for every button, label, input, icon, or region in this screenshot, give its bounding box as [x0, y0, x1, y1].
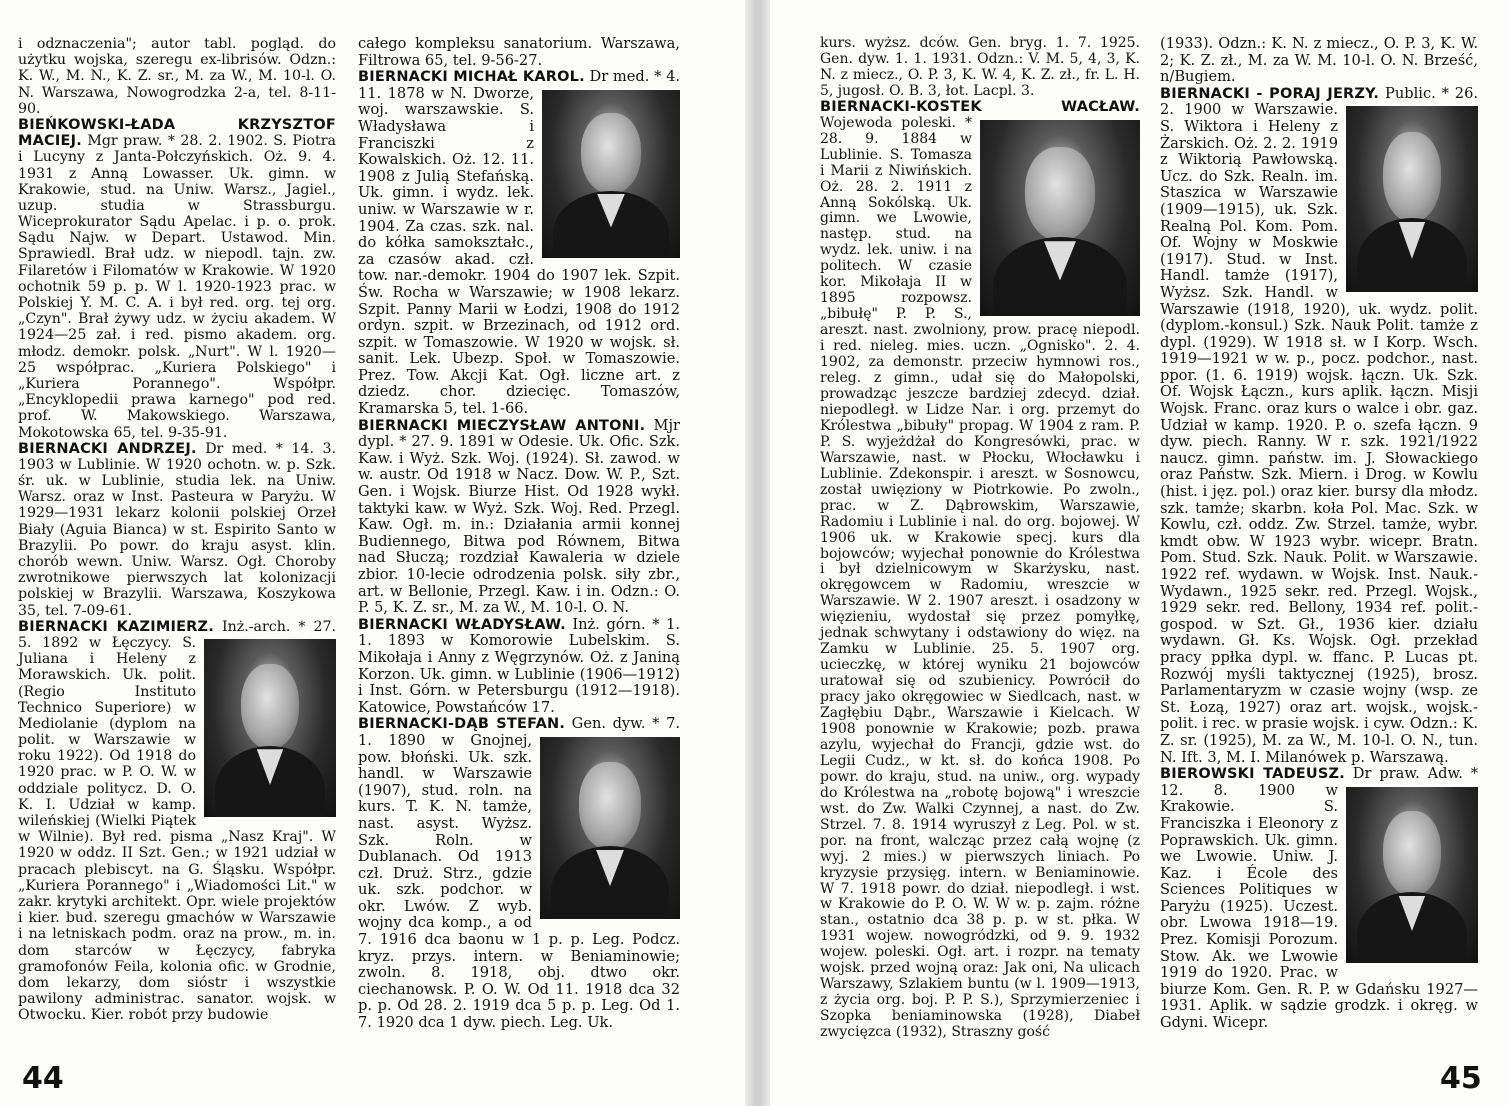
- entry-text: Dr med. * 14. 3. 1903 w Lublinie. W 1920 ochotn. w. p. Szk. śr. uk. w Lublinie, studia lek. na Uniw. Warsz. oraz w Inst. Pasteura w Paryżu. W 1929—1931 lekarz kolonii polskiej Orzeł Biały (Aguia Bianca) w st. Espirito Santo w Brazylii. Po powr. do kraju asyst. klin. chorób wewn. Uniw. Warsz. Ogł. Choroby zwrotnikowe pierwszych lat kolonizacji polskiej w Brazylii. Warszawa, Koszykowa 35, tel. 7-09-61.: [18, 440, 336, 619]
- entry-biernacki-wladyslaw: [358, 617, 680, 717]
- portrait-photo: [542, 90, 680, 258]
- left-page-column-2: [358, 36, 680, 1032]
- entry-heading: BIEŃKOWSKI-ŁADA KRZYSZTOF MACIEJ.: [18, 116, 336, 150]
- entry-text: Dr praw. Adw. * 12. 8. 1900 w Krakowie. S. Franciszka i Eleonory z Poprawskich. Uk. gimn. we Lwowie. Uniw. J. Kaz. i École des Sciences Politiques w Paryżu (1925). Uczest. obr. Lwowa 1918—19. Prez. Komisji Porozum. Stow. Ak. we Lwowie 1919 do 1920. Prac. w biurze Kom. Gen. R. P. w Gdańsku 1927—1931. Aplik. w sądzie grodzk. i okręg. w Gdyni. Wicepr.: [1160, 765, 1479, 1032]
- entry-biernacki-poraj: [1160, 86, 1478, 766]
- right-page-column-2: [1160, 36, 1478, 1032]
- portrait-photo: [980, 120, 1140, 316]
- entry-text: Wojewoda poleski. * 28. 9. 1884 w Lublinie. S. Tomasza i Marii z Niwińskich. Oż. 28. 2. 1911 z Anną Sokólską. Uk. gimn. we Lwowie, następ. stud. na wydz. lek. uniw. i na politech. W czasie kor. Mikołaja II w 1895 rozpowsz. „bibułę" P. P. S., areszt. nast. zwolniony, prow. pracę niepodl. i red. nieleg. mies. uczn. „Ognisko". 2. 4. 1902, za demonstr. przeciw hymnowi ros., releg. z gimn., udał się do Małopolski, prowadząc jeszcze bardziej zdecyd. dział. niepodległ. w Lidze Nar. i org. przemyt do Królestwa „bibuły" propag. W 1904 z ram. P. P. S. wyjeżdżał do Kongresówki, prac. w Warszawie, nast. w Płocku, Włocławku i Lublinie. Zdekonspir. i areszt. w Sosnowcu, został uwięziony w Piotrkowie. Po zwoln., prac. w Z. Dąbrowskim, Warszawie, Radomiu i Lublinie i nal. do org. bojowej. W 1906 uk. w Krakowie specj. kurs dla bojowców; wyjechał ponownie do Królestwa i był dzielnicowym w Skarżysku, nast. okręgowcem w Radomiu, wreszcie w Warszawie. W 2. 1907 areszt. i osadzony w więzieniu, wydostał się przez pomyłkę, jednak schwytany i odstawiony do więz. na Zamku w Lublinie. 25. 5. 1907 org. ucieczkę, w której wyniku 21 bojowców uratował się od szubienicy. Powrócił do pracy jako okręgowiec w Siedlcach, nast. w Zagłębiu Dąbr., Warszawie i Kielcach. W 1908 ponownie w Krakowie; pozb. prawa azylu, wyjechał do Francji, gdzie wst. do Legii Cudz., w kt. sł. do końca 1908. Po powr. do kraju, stud. na uniw., org. wypady do Królestwa na „robotę bojową" i wreszcie wst. do Zw. Walki Czynnej, a nast. do Zw. Strzel. 7. 8. 1914 wyruszył z Leg. Pol. w st. por. na front, walcząc przez całą wojnę (z wyj. 2 mies.) w pierwszych liniach. Po kryzysie przysięg. intern. w Beniaminowie. W 7. 1918 powr. do dział. niepodległ. i wst. w Krakowie do P. O. W. W w. p. zajm. różne stan., ostatnio dca 38 p. p. w st. płka. W 1931 wojew. nowogródzki, od 9. 9. 1932 wojew. poleski. Ogł. art. i rozpr. na tematy wojsk. przed wojną oraz: Jak oni, Na ulicach Warszawy, Szlakiem buntu (w l. 1909—1913, z życia org. boj. P. P. S.), Sprzymierzeniec i Szopka beniaminowska (1928), Diabeł zwycięzca (1932), Straszny gość: [820, 114, 1140, 1041]
- page-number: 44: [22, 1061, 64, 1096]
- entry-heading: BIERNACKI MIECZYSŁAW ANTONI.: [358, 417, 646, 434]
- entry-heading: BIERNACKI WŁADYSŁAW.: [358, 616, 566, 633]
- entry-heading: BIERNACKI-DĄB STEFAN.: [358, 716, 566, 733]
- entry-heading: BIERNACKI-KOSTEK WACŁAW.: [820, 98, 1140, 115]
- entry-bienkowski-lada: [18, 117, 336, 441]
- page-number: 45: [1440, 1061, 1482, 1096]
- entry-heading: BIERNACKI MICHAŁ KAROL.: [358, 69, 585, 86]
- right-page: [770, 0, 1510, 1106]
- entry-continuation: całego kompleksu sanatorium. Warszawa, Filtrowa 65, tel. 9-56-27.: [358, 35, 680, 69]
- right-page-column-1: [820, 36, 1140, 1041]
- entry-text: Dr med. * 4. 11. 1878 w N. Dworze, woj. warszawskie. S. Władysława i Franciszki z Kowalskich. Oż. 12. 11. 1908 z Julią Stefańską. Uk. gimn. i wydz. lek. uniw. w Warszawie w r. 1904. Za czas. szk. nal. do kółka samokształc., za czasów akad. czł. tow. nar.-demokr. 1904 do 1907 lek. Szpit. Św. Rocha w Warszawie; w 1908 lekarz. Szpit. Panny Marii w Łodzi, 1908 do 1912 ordyn. szpit. w Brzezinach, od 1912 ord. szpit. w Tomaszowie. W 1920 w wojsk. sł. sanit. Lek. Ubezp. Społ. w Tomaszowie. Prez. Tow. Akcji Kat. Ogł. liczne art. z dziedz. chor. dziecięc. Tomaszów, Kramarska 5, tel. 1-66.: [358, 68, 680, 418]
- entry-heading: BIEROWSKI TADEUSZ.: [1160, 766, 1345, 783]
- entry-biernacki-kazimierz: [18, 619, 336, 1024]
- left-page-column-1: [18, 36, 336, 1023]
- entry-biernacki-andrzej: [18, 441, 336, 619]
- entry-text: Inż. górn. * 1. 1. 1893 w Komorowie Lubelskim. S. Mikołaja i Anny z Węgrzynów. Oż. z Janiną Korzon. Uk. gimn. w Lublinie (1906—1912) i Inst. Górn. w Petersburgu (1912—1918). Katowice, Powstańców 17.: [358, 615, 680, 716]
- entry-text: Mjr dypl. * 27. 9. 1891 w Odesie. Uk. Ofic. Szk. Kaw. i Wyż. Szk. Woj. (1924). Sł. zawod. w w. austr. Od 1918 w Nacz. Dow. W. P., Szt. Gen. i Wojsk. Biurze Hist. Od 1928 wykł. taktyki kaw. w Wyż. Szk. Woj. Red. Przegl. Kaw. Ogł. m. in.: Działania armii konnej Budiennego, Bitwa pod Równem, Bitwa nad Słuczą; rozdział Kawaleria w dziele zbior. 10-lecie odrodzenia polsk. siły zbr., art. w Bellonie, Przegl. Kaw. i in. Odzn.: O. P. 5, K. Z. sr., M. za W., M. 10-l. O. N.: [358, 416, 680, 617]
- book-gutter: [745, 0, 770, 1106]
- entry-heading: BIERNACKI KAZIMIERZ.: [18, 618, 214, 635]
- portrait-photo: [204, 639, 336, 817]
- entry-text: Inż.-arch. * 27. 5. 1892 w Łęczycy. S. Juliana i Heleny z Morawskich. Uk. polit. (Regio Instituto Technico Superiore) w Mediolanie (dyplom na polit. w Warszawie w roku 1922). Od 1918 do 1920 prac. w P. O. W. w oddziale politycz. D. O. K. I. Udział w kamp. wileńskiej (Wielki Piątek w Wilnie). Był red. pisma „Nasz Kraj". W 1920 w oddz. II Szt. Gen.; w 1921 udział w pracach plebiscyt. na G. Śląsku. Współpr. „Kuriera Porannego" i „Wiadomości Lit." w zakr. krytyki architekt. Opr. wiele projektów i kier. bud. szeregu gmachów w Warszawie i na letniskach podm. oraz na prow., m. in. dom starców w Łęczycy, fabryka gramofonów Feila, kolonia ofic. w Grodnie, dom lekarzy, dom sióstr i wszystkie pawilony administrac. sanator. wojsk. w Otwocku. Kier. robót przy budowie: [18, 618, 337, 1024]
- entry-text: Public. * 26. 2. 1900 w Warszawie. S. Wiktora i Heleny z Żarskich. Oż. 2. 2. 1919 z Wiktorią Pawłowską. Ucz. do Szk. Realn. im. Staszica w Warszawie (1909—1915), uk. Szk. Realną Pol. Kom. Pom. Of. Wojny w Moskwie (1917). Stud. w Inst. Handl. tamże (1917), Wyższ. Szk. Handl. w Warszawie (1918, 1920), uk. wydz. polit. (dyplom.-konsul.) Szk. Nauk Polit. tamże z dypl. (1929). W 1918 sł. w I Korp. Wsch. 1919—1921 w w. p., pocz. podchor., nast. ppor. (1. 6. 1919) wojsk. łączn. Uk. Szk. Of. Wojsk Łączn., kurs aplik. łączn. Misji Wojsk. Franc. oraz kurs o walce i obr. gaz. Udział w kamp. 1920. P. o. szefa łączn. 9 dyw. piech. Ranny. W r. szk. 1921/1922 naucz. gimn. państw. im. J. Słowackiego oraz Państw. Szk. Miern. i Drog. w Kowlu (hist. i jęz. pol.) oraz kier. bursy dla młodz. szk. tamże; skarbn. koła Pol. Mac. Szk. w Kowlu, czł. oddz. Zw. Strzel. tamże, wybr. kmdt obw. W 1923 wybr. wicepr. Bratn. Pom. Stud. Szk. Nauk. Polit. w Warszawie. 1922 ref. wydawn. w Wojsk. Inst. Nauk.-Wydawn., 1925 sekr. red. Przegl. Wojsk., 1929 sekr. red. Bellony, 1934 ref. polit.-gospod. w Szt. Gł., 1936 kier. działu wydawn. Gł. Ks. Wojsk. Ogł. przekład pracy ppłka dypl. w. ffanc. P. Lucas pt. Rozwój myśli taktycznej (1925), brosz. Parlamentaryzm w czasie wojny (wsp. ze St. Łozą, 1927) oraz art. wojsk., wojsk.-polit. i rec. w prasie wojsk. i cyw. Odzn.: K. Z. sr. (1925), M. za W., M. 10-l. O. N., tun. N. Ift. 3, M. I. Milanówek p. Warszawą.: [1160, 84, 1479, 766]
- entry-biernacki-dab: [358, 716, 680, 1031]
- entry-text: Mgr praw. * 28. 2. 1902. S. Piotra i Lucyny z Janta-Połczyńskich. Oż. 9. 4. 1931 z Anną Lowasser. Uk. gimn. w Krakowie, stud. na Uniw. Warsz., Jagiel., uzup. studia w Strassburgu. Wiceprokurator Sądu Apelac. i p. o. prok. Sądu Najw. w Depart. Ustawod. Min. Sprawiedl. Brał udz. w niepodl. tajn. zw. Filaretów i Filomatów w Krakowie. W 1920 ochotnik 59 p. p. W l. 1920-1923 prac. w Polskiej Y. M. C. A. i był red. org. tej org. „Czyn". Brał żywy udz. w życiu akadem. W 1924—25 zał. i red. pismo akadem. org. młodz. demokr. polsk. „Nurt". W l. 1920—25 współprac. „Kuriera Polskiego" i „Kuriera Porannego". Współpr. „Encyklopedii prawa karnego" pod red. prof. W. Makowskiego. Warszawa, Mokotowska 65, tel. 9-35-91.: [18, 133, 336, 441]
- entry-text: Gen. dyw. * 7. 1. 1890 w Gnojnej, pow. błoński. Uk. szk. handl. w Warszawie (1907), stud. roln. na kurs. T. K. N. tamże, nast. asyst. Wyższ. Szk. Roln. w Dublanach. Od 1913 czł. Druż. Strz., gdzie uk. szk. podchor. w okr. Lwów. Z wyb. wojny dca komp., a od 7. 1916 dca baonu w 1 p. p. Leg. Podcz. kryz. przys. intern. w Beniaminowie; zwoln. 8. 1918, obj. dtwo okr. ciechanowsk. P. O. W. Od 11. 1918 dca 32 p. p. Od 28. 2. 1919 dca 5 p. p. Leg. Od 1. 7. 1920 dca 1 dyw. piech. Leg. Uk.: [358, 715, 680, 1032]
- entry-biernacki-mieczyslaw: [358, 418, 680, 617]
- left-page: [0, 0, 745, 1106]
- entry-biernacki-kostek: [820, 100, 1140, 1041]
- portrait-photo: [1346, 787, 1478, 963]
- entry-heading: BIERNACKI ANDRZEJ.: [18, 440, 197, 457]
- entry-continuation: kurs. wyższ. dców. Gen. bryg. 1. 7. 1925. Gen. dyw. 1. 1. 1931. Odzn.: V. M. 5, 4, 3, K. N. z miecz., O. P. 3, K. W. 4, K. Z. zł., fr. L. H. 5, jugosł. O. B. 3, łot. Lacpl. 3.: [820, 35, 1140, 99]
- portrait-photo: [1346, 106, 1478, 292]
- entry-heading: BIERNACKI - PORAJ JERZY.: [1160, 85, 1380, 102]
- entry-continuation: i odznaczenia"; autor tabl. pogląd. do użytku wojska, szeregu ex-librisów. Odzn.: K. W., M. N., K. Z. sr., M. za W., M. 10-l. O. N. Warszawa, Nowogrodzka 2-a, tel. 8-11-90.: [18, 36, 336, 117]
- entry-continuation: (1933). Odzn.: K. N. z miecz., O. P. 3, K. W. 2; K. Z. zł., M. za W. M. 10-l. O. N. Brześć, n/Bugiem.: [1160, 35, 1478, 86]
- portrait-photo: [540, 737, 680, 919]
- entry-bierowski: [1160, 766, 1478, 1032]
- entry-biernacki-michal: [358, 69, 680, 417]
